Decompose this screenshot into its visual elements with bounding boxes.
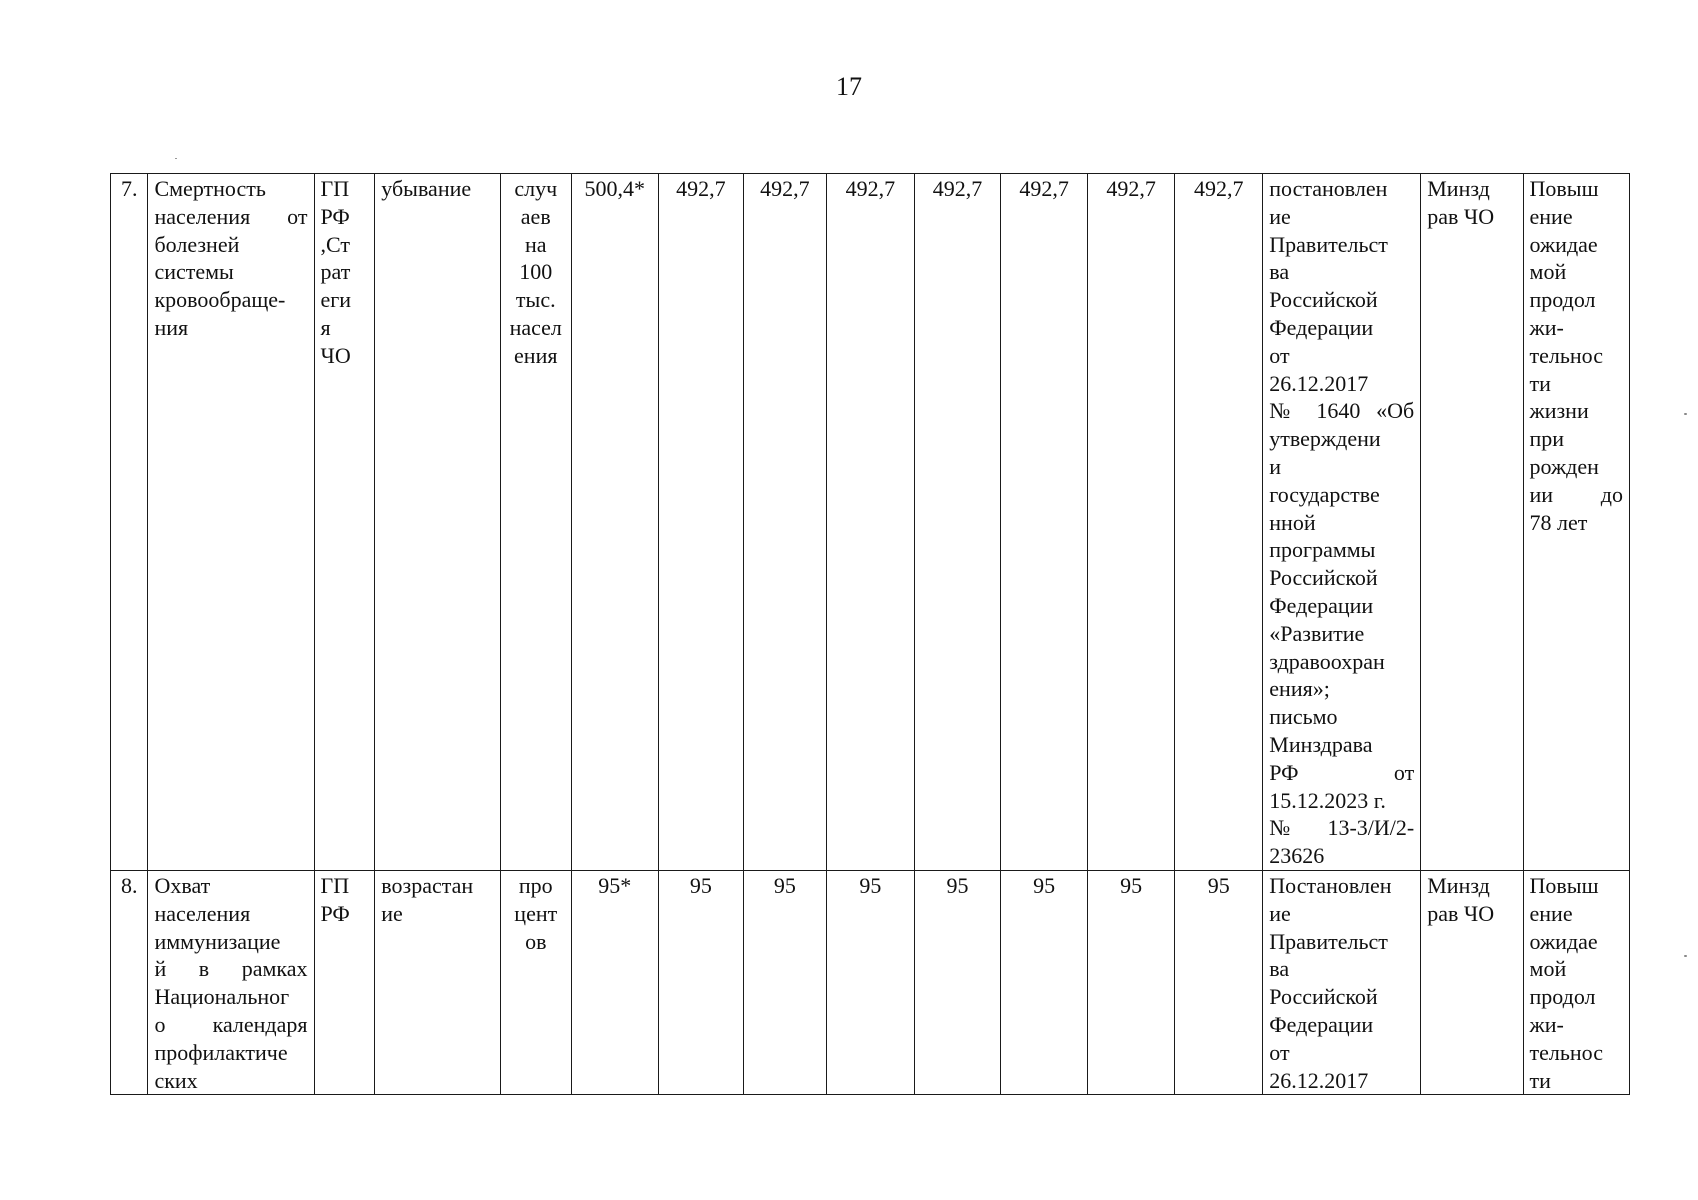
- unit-of-measure-line: на: [524, 231, 547, 257]
- unit-of-measure-line: ов: [525, 928, 547, 954]
- regulatory-document-line: нной: [1269, 509, 1316, 535]
- responsible-body: [1421, 871, 1523, 1095]
- unit-of-measure-line: насел: [509, 314, 562, 340]
- indicator-name-line: профилактиче: [154, 1039, 288, 1065]
- trend: [375, 871, 501, 1095]
- target-goal-line: рожден: [1529, 453, 1599, 479]
- target-goal-line: продол: [1529, 287, 1596, 313]
- regulatory-document-line: от: [1269, 342, 1290, 368]
- trend: [375, 174, 501, 871]
- target-goal-line: жи-: [1529, 1011, 1564, 1037]
- regulatory-document-line: постановлен: [1269, 176, 1388, 201]
- indicator-name-line: иммунизацие: [154, 928, 281, 954]
- target-goal-line: ожидае: [1529, 231, 1598, 257]
- regulatory-document-line: «Развитие: [1269, 620, 1365, 646]
- regulatory-document-line: утверждени: [1269, 426, 1381, 452]
- year-value: 95: [914, 871, 1000, 1095]
- row-number: 8.: [111, 871, 148, 1095]
- regulatory-document: [1263, 871, 1421, 1095]
- year-value: 492,7: [1175, 174, 1263, 871]
- regulatory-document-line: ие: [1269, 900, 1291, 926]
- basis-document-line: рат: [320, 259, 351, 285]
- target-goal-line: мой: [1529, 956, 1567, 982]
- row-number: 7.: [111, 174, 148, 871]
- regulatory-document-line: 23626: [1269, 843, 1325, 869]
- target-goal-line: Повыш: [1529, 873, 1599, 898]
- regulatory-document-line: ва: [1269, 259, 1290, 285]
- unit-of-measure-line: ения: [514, 342, 558, 368]
- target-goal-line: тельнос: [1529, 342, 1603, 368]
- regulatory-document: [1263, 174, 1421, 871]
- regulatory-document-line: здравоохран: [1269, 648, 1385, 674]
- trend-line: ие: [381, 900, 403, 926]
- regulatory-document-line: 26.12.2017: [1269, 1067, 1369, 1093]
- regulatory-document-line: Российской: [1269, 984, 1378, 1010]
- target-goal-line: ти: [1529, 370, 1551, 396]
- target-goal: [1523, 871, 1629, 1095]
- indicator-name-line: ских: [154, 1067, 198, 1093]
- regulatory-document-line: ва: [1269, 956, 1290, 982]
- year-value: 95: [1001, 871, 1088, 1095]
- year-value: 492,7: [914, 174, 1000, 871]
- target-goal-line: Повыш: [1529, 176, 1599, 201]
- indicators-table: [110, 173, 1630, 1095]
- regulatory-document-line: РФ от: [1269, 759, 1415, 785]
- target-goal-line: жи-: [1529, 314, 1564, 340]
- indicator-name-line: кровообраще-: [154, 287, 286, 313]
- target-goal: [1523, 174, 1629, 871]
- basis-document-line: ЧО: [320, 342, 351, 368]
- unit-of-measure-line: про: [518, 873, 553, 898]
- regulatory-document-line: Федерации: [1269, 314, 1374, 340]
- year-value: 492,7: [658, 174, 743, 871]
- year-value: 95: [658, 871, 743, 1095]
- regulatory-document-line: государстве: [1269, 481, 1380, 507]
- regulatory-document-line: Минздрава: [1269, 731, 1373, 757]
- regulatory-document-line: Федерации: [1269, 1011, 1374, 1037]
- regulatory-document-line: Правительст: [1269, 231, 1388, 257]
- unit-of-measure-line: цент: [514, 900, 558, 926]
- scan-speck: [1684, 955, 1687, 957]
- basis-document-line: я: [320, 314, 331, 340]
- target-goal-line: мой: [1529, 259, 1567, 285]
- regulatory-document-line: № 1640 «Об: [1269, 398, 1415, 424]
- regulatory-document-line: письмо: [1269, 704, 1338, 730]
- target-goal-line: ожидае: [1529, 928, 1598, 954]
- regulatory-document-line: ие: [1269, 203, 1291, 229]
- scan-speck: [1684, 413, 1687, 415]
- unit-of-measure-line: случ: [514, 176, 558, 201]
- indicator-name-line: Национальног: [154, 984, 290, 1010]
- unit-of-measure-line: тыс.: [515, 287, 556, 313]
- basis-document-line: РФ: [320, 203, 350, 229]
- year-value: 95: [1175, 871, 1263, 1095]
- responsible-body-line: рав ЧО: [1427, 900, 1495, 926]
- year-value: 492,7: [1088, 174, 1175, 871]
- regulatory-document-line: 26.12.2017: [1269, 370, 1369, 396]
- year-value: 95: [1088, 871, 1175, 1095]
- regulatory-document-line: Постановлен: [1269, 873, 1392, 898]
- regulatory-document-line: № 13-3/И/2-: [1269, 815, 1415, 841]
- responsible-body-line: Минзд: [1427, 873, 1490, 898]
- indicator-name-line: о календаря: [154, 1011, 308, 1037]
- target-goal-line: жизни: [1529, 398, 1589, 424]
- basis-document-line: ГП: [320, 176, 350, 201]
- unit-of-measure: [500, 174, 571, 871]
- responsible-body-line: Минзд: [1427, 176, 1490, 201]
- regulatory-document-line: Российской: [1269, 565, 1378, 591]
- page-number: 17: [836, 72, 862, 101]
- indicator-name-line: Смертность: [154, 176, 266, 201]
- target-goal-line: продол: [1529, 984, 1596, 1010]
- base-value: 95*: [571, 871, 658, 1095]
- year-value: 95: [826, 871, 914, 1095]
- basis-document: [314, 871, 375, 1095]
- basis-document-line: ГП: [320, 873, 350, 898]
- unit-of-measure-line: 100: [519, 259, 553, 285]
- table-row: [111, 871, 1630, 1095]
- target-goal-line: ение: [1529, 203, 1573, 229]
- unit-of-measure-line: аев: [520, 203, 551, 229]
- scan-speck: [175, 158, 177, 159]
- regulatory-document-line: Правительст: [1269, 928, 1388, 954]
- indicator-name-line: ния: [154, 314, 189, 340]
- trend-line: возрастан: [381, 873, 474, 898]
- target-goal-line: 78 лет: [1529, 509, 1588, 535]
- year-value: 492,7: [826, 174, 914, 871]
- unit-of-measure: [500, 871, 571, 1095]
- trend-line: убывание: [381, 176, 472, 201]
- basis-document-line: РФ: [320, 900, 350, 926]
- table-row: [111, 174, 1630, 871]
- regulatory-document-line: Российской: [1269, 287, 1378, 313]
- regulatory-document-line: ения»;: [1269, 676, 1330, 702]
- responsible-body: [1421, 174, 1523, 871]
- indicator-name-line: Охват: [154, 873, 211, 898]
- base-value: 500,4*: [571, 174, 658, 871]
- year-value: 95: [743, 871, 826, 1095]
- target-goal-line: ение: [1529, 900, 1573, 926]
- basis-document: [314, 174, 375, 871]
- regulatory-document-line: 15.12.2023 г.: [1269, 787, 1386, 813]
- regulatory-document-line: программы: [1269, 537, 1376, 563]
- indicator-name: [148, 174, 314, 871]
- regulatory-document-line: от: [1269, 1039, 1290, 1065]
- indicator-name-line: населения от: [154, 203, 308, 229]
- indicator-name-line: системы: [154, 259, 234, 285]
- target-goal-line: тельнос: [1529, 1039, 1603, 1065]
- indicator-name-line: населения: [154, 900, 251, 926]
- target-goal-line: ии до: [1529, 481, 1623, 507]
- year-value: 492,7: [743, 174, 826, 871]
- basis-document-line: еги: [320, 287, 352, 313]
- indicator-name-line: болезней: [154, 231, 240, 257]
- target-goal-line: при: [1529, 426, 1565, 452]
- indicator-name: [148, 871, 314, 1095]
- basis-document-line: ,Ст: [320, 231, 351, 257]
- regulatory-document-line: и: [1269, 453, 1282, 479]
- year-value: 492,7: [1001, 174, 1088, 871]
- regulatory-document-line: Федерации: [1269, 592, 1374, 618]
- indicator-name-line: й в рамках: [154, 956, 308, 982]
- target-goal-line: ти: [1529, 1067, 1551, 1093]
- responsible-body-line: рав ЧО: [1427, 203, 1495, 229]
